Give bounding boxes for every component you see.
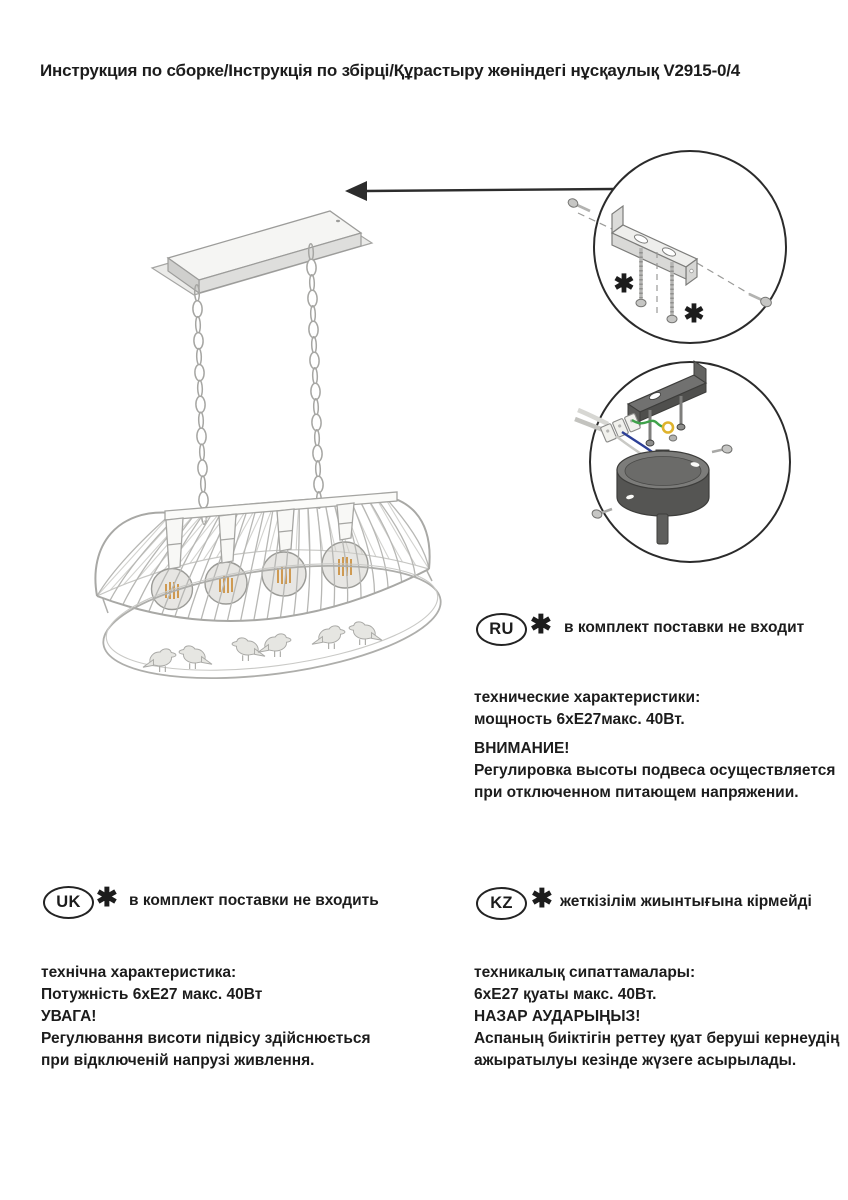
chain-link xyxy=(315,461,320,478)
kz-warning-line2: ажыратылуы кезінде жүзеге асырылады. xyxy=(474,1052,797,1069)
lang-badge-ru: RU xyxy=(476,613,527,646)
uk-not-included-note: в комплект поставки не входить xyxy=(129,892,379,909)
kz-specs-title: техникалық сипаттамалары: xyxy=(474,964,696,981)
plate-screw-hole xyxy=(336,220,340,222)
detail-circle-mounting-bracket xyxy=(567,151,786,343)
chain-link xyxy=(198,412,203,429)
uk-specs-block xyxy=(41,962,371,1072)
page-title: Инструкция по сборке/Інструкція по збірці/Құрастыру жөніндегі нұсқаулық V2915-0/4 xyxy=(40,61,741,80)
chain-link xyxy=(313,445,323,462)
chain-link xyxy=(308,290,318,307)
uk-warning-line1: Регулювання висоти підвісу здійснюється xyxy=(41,1030,371,1047)
uk-warning-title: УВАГА! xyxy=(41,1008,97,1025)
ru-specs-title: технические характеристики: xyxy=(474,689,701,706)
chain-link xyxy=(314,476,324,493)
chain-link xyxy=(193,301,203,318)
chain-link xyxy=(196,396,206,413)
not-included-marker-icon: ✱ xyxy=(531,883,553,913)
chain-link xyxy=(307,259,317,276)
not-included-marker-icon: ✱ xyxy=(96,882,118,912)
lang-badge-uk: UK xyxy=(43,886,94,919)
kz-specs-power: 6хЕ27 қуаты макс. 40Вт. xyxy=(474,986,657,1003)
uk-warning-line2: при відключеній напрузі живлення. xyxy=(41,1052,315,1069)
chain-link xyxy=(199,492,209,509)
not-included-marker-icon: ✱ xyxy=(530,609,552,639)
chain-link xyxy=(197,428,207,445)
lang-badge-kz: KZ xyxy=(476,887,527,920)
pointer-arrow-icon xyxy=(345,181,613,201)
chain-link xyxy=(312,368,317,385)
wall-screw-left xyxy=(567,197,590,211)
not-included-marker-icon: ✱ xyxy=(683,300,705,328)
kz-warning-line1: Аспаның биіктігін реттеу қуат беруші кернеудің xyxy=(474,1030,840,1047)
chain-link xyxy=(314,430,319,447)
hanging-ring xyxy=(97,547,448,696)
detail-circle-canopy-wiring xyxy=(575,361,790,562)
chain-link xyxy=(199,444,204,461)
chain-link xyxy=(198,460,208,477)
chain-link xyxy=(195,317,200,334)
chain-link xyxy=(313,399,318,416)
ceiling-plate xyxy=(152,211,372,295)
chain-link xyxy=(309,321,319,338)
ru-not-included-note: в комплект поставки не входит xyxy=(564,619,805,636)
chain-link xyxy=(194,332,204,349)
chain-link xyxy=(195,364,205,381)
chain-link xyxy=(197,380,202,397)
chain-link xyxy=(310,352,320,369)
not-included-marker-icon: ✱ xyxy=(613,270,635,298)
bird-figurines xyxy=(143,622,382,672)
chain-link xyxy=(311,383,321,400)
uk-specs-title: технічна характеристика: xyxy=(41,964,237,981)
ru-warning-line1: Регулировка высоты подвеса осуществляется xyxy=(474,762,836,779)
small-nut xyxy=(669,435,677,441)
kz-not-included-note: жеткізілім жиынтығына кірмейді xyxy=(560,893,812,910)
ru-warning-line2: при отключенном питающем напряжении. xyxy=(474,784,799,801)
chain-link xyxy=(312,414,322,431)
uk-specs-power: Потужність 6хЕ27 макс. 40Вт xyxy=(41,986,263,1003)
ru-specs-block xyxy=(474,687,835,804)
chain-link xyxy=(309,275,314,292)
ru-warning-title: ВНИМАНИЕ! xyxy=(474,740,570,757)
chain-link xyxy=(311,337,316,354)
chain-link xyxy=(196,348,201,365)
chain-link xyxy=(310,306,315,323)
ru-specs-power: мощность 6хЕ27макс. 40Вт. xyxy=(474,711,685,728)
kz-specs-block xyxy=(474,962,839,1072)
chain-link xyxy=(200,476,205,493)
kz-warning-title: НАЗАР АУДАРЫҢЫЗ! xyxy=(474,1008,641,1025)
